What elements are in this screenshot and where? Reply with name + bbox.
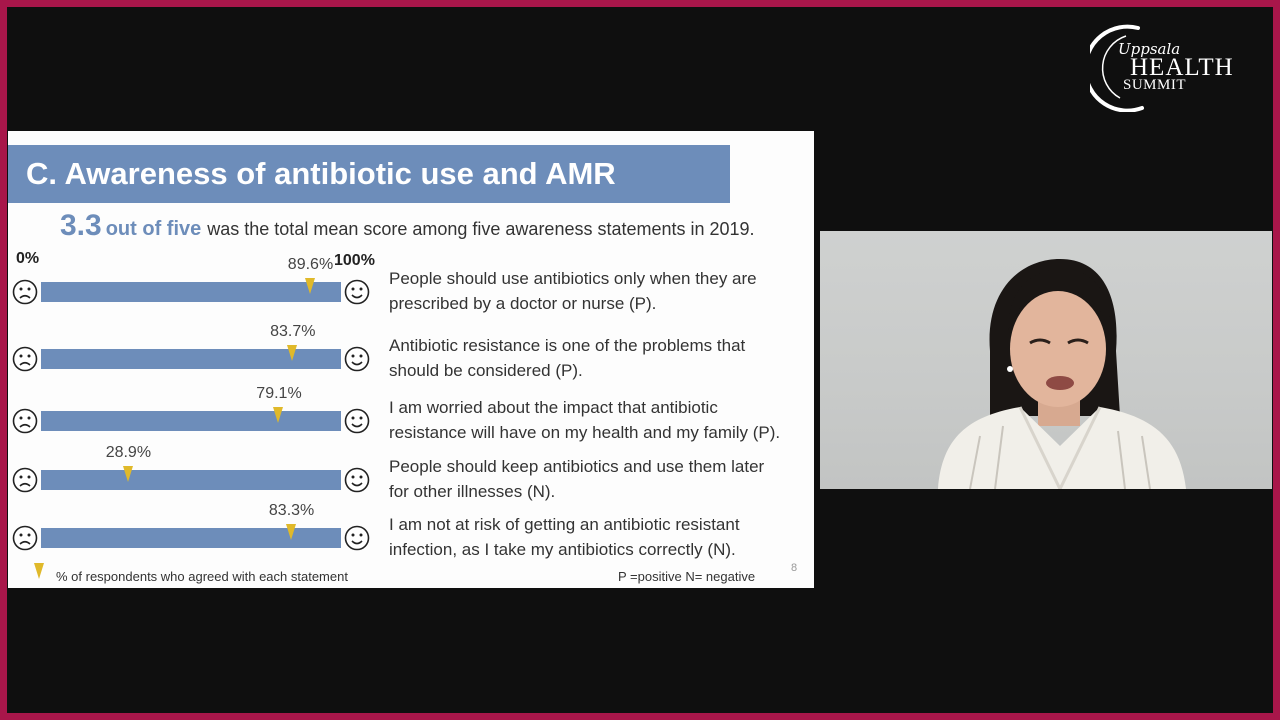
statement-text xyxy=(389,333,745,383)
statement-text xyxy=(389,266,757,316)
statement-row xyxy=(8,385,814,445)
agreement-marker-icon xyxy=(123,466,133,482)
score-unit: out of five xyxy=(105,218,202,240)
happy-face-icon xyxy=(344,408,370,434)
mean-score-line xyxy=(60,209,755,243)
logo-text-uppsala: Uppsala xyxy=(1118,40,1181,58)
statement-line-2: infection, as I take my antibiotics correctly (N). xyxy=(389,540,736,559)
positive-negative-note: P =positive N= negative xyxy=(618,569,756,584)
agreement-scale-bar xyxy=(41,528,341,548)
speaker-video xyxy=(820,231,1272,489)
happy-face-icon xyxy=(344,525,370,551)
agreement-percent: 83.3% xyxy=(268,502,315,519)
statement-line-1: People should use antibiotics only when they are xyxy=(389,269,757,288)
uppsala-health-summit-logo xyxy=(1090,22,1260,112)
agreement-percent: 28.9% xyxy=(105,444,152,461)
happy-face-icon xyxy=(344,346,370,372)
agreement-scale-bar xyxy=(41,411,341,431)
agreement-percent: 83.7% xyxy=(270,323,316,340)
slide-page-number: 8 xyxy=(791,562,798,574)
legend-marker-icon xyxy=(34,563,44,579)
statement-line-1: I am not at risk of getting an antibiotic resistant xyxy=(389,515,740,534)
agreement-marker-icon xyxy=(287,345,297,361)
sad-face-icon xyxy=(12,346,38,372)
presentation-slide xyxy=(8,131,814,588)
agreement-marker-icon xyxy=(286,524,296,540)
agreement-marker-icon xyxy=(305,278,315,294)
scale-min-label: 0% xyxy=(16,250,40,267)
sad-face-icon xyxy=(12,408,38,434)
statement-line-1: Antibiotic resistance is one of the problems that xyxy=(389,336,746,355)
statement-line-2: should be considered (P). xyxy=(389,361,583,380)
logo-text-health: HEALTH xyxy=(1130,54,1234,81)
logo-text-summit: SUMMIT xyxy=(1123,77,1187,93)
sad-face-icon xyxy=(12,525,38,551)
happy-face-icon xyxy=(344,279,370,305)
statement-line-2: resistance will have on my health and my family (P). xyxy=(389,423,781,442)
statement-line-2: for other illnesses (N). xyxy=(389,482,556,501)
score-description: was the total mean score among five awareness statements in 2019. xyxy=(207,219,755,239)
agreement-scale-bar xyxy=(41,282,341,302)
agreement-percent: 79.1% xyxy=(256,385,302,402)
statement-line-1: People should keep antibiotics and use them later xyxy=(389,457,765,476)
scale-max-label: 100% xyxy=(334,252,375,269)
statement-line-1: I am worried about the impact that antibiotic xyxy=(389,398,718,417)
slide-title-band xyxy=(8,145,730,203)
slide-title: C. Awareness of antibiotic use and AMR xyxy=(26,156,616,191)
agreement-scale-bar xyxy=(41,470,341,490)
legend-text: % of respondents who agreed with each statement xyxy=(56,569,348,584)
score-number: 3.3 xyxy=(60,209,102,242)
statement-text xyxy=(389,512,740,562)
speaker-figure xyxy=(820,231,1272,489)
statement-row xyxy=(8,325,814,385)
sad-face-icon xyxy=(12,279,38,305)
statement-text xyxy=(389,395,780,445)
statement-row xyxy=(8,445,814,505)
statement-text xyxy=(389,454,764,504)
statement-row xyxy=(8,504,814,564)
agreement-percent: 89.6% xyxy=(287,256,334,273)
sad-face-icon xyxy=(12,467,38,493)
happy-face-icon xyxy=(344,467,370,493)
agreement-marker-icon xyxy=(273,407,283,423)
statement-line-2: prescribed by a doctor or nurse (P). xyxy=(389,294,657,313)
